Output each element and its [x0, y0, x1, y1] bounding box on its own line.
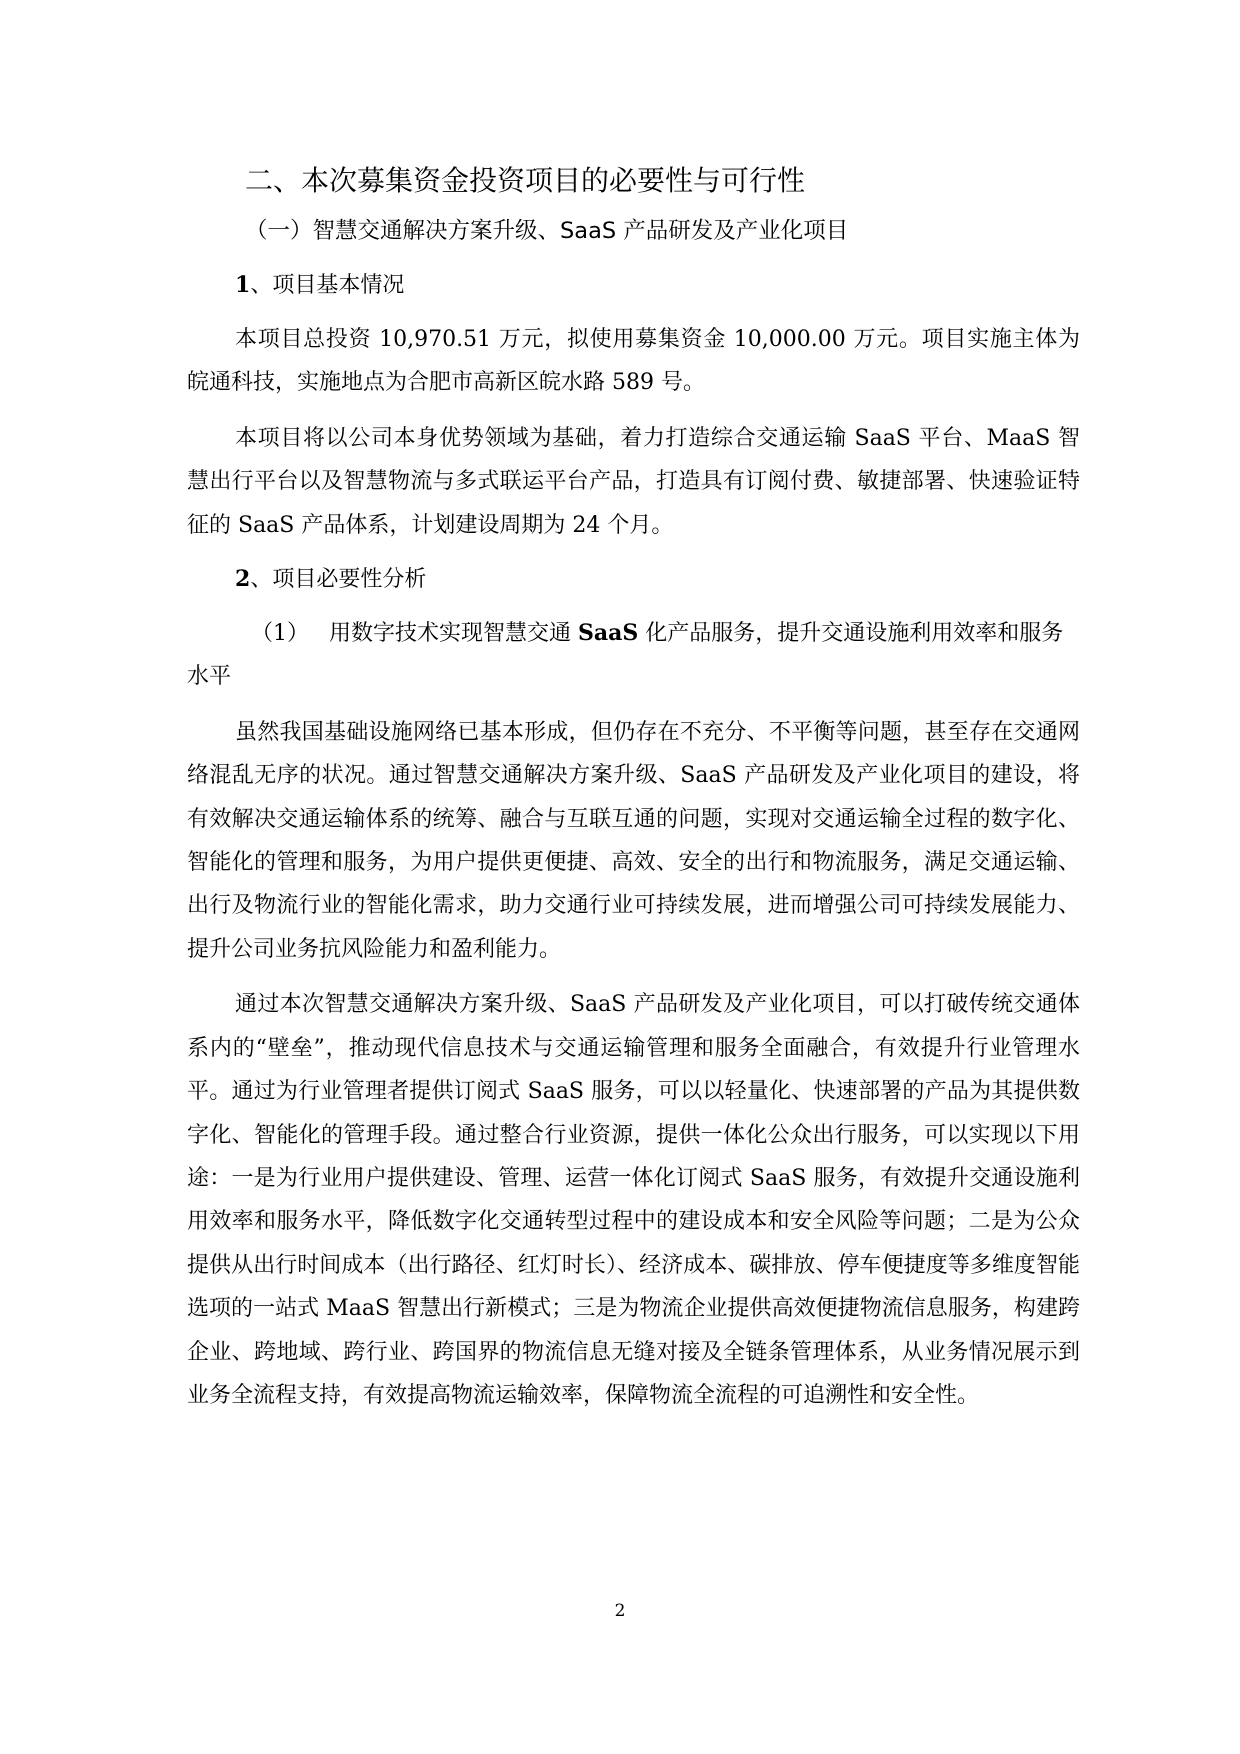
- paragraph-platforms: 本项目将以公司本身优势领域为基础，着力打造综合交通运输 SaaS 平台、MaaS 智慧出行平台以及智慧物流与多式联运平台产品，打造具有订阅付费、敏捷部署、快速验证特征的 SaaS 产品体系，计划建设周期为 24 个月。: [187, 425, 1080, 538]
- paragraph-infrastructure: 虽然我国基础设施网络已基本形成，但仍存在不充分、不平衡等问题，甚至存在交通网络混乱无序的状况。通过智慧交通解决方案升级、SaaS 产品研发及产业化项目的建设，将有效解决交通运输体系的统筹、融合与互联互通的问题，实现对交通运输全过程的数字化、智能化的管理和服务，为用户提供更便捷、高效、安全的出行和物流服务，满足交通运输、出行及物流行业的智能化需求，助力交通行业可持续发展，进而增强公司可持续发展能力、提升公司业务抗风险能力和盈利能力。: [187, 719, 1080, 962]
- document-body: [187, 157, 1080, 1429]
- item-heading-1: [235, 265, 1080, 306]
- paragraph-benefits: 通过本次智慧交通解决方案升级、SaaS 产品研发及产业化项目，可以打破传统交通体系内的“壁垒”，推动现代信息技术与交通运输管理和服务全面融合，有效提升行业管理水平。通过为行业管理者提供订阅式 SaaS 服务，可以以轻量化、快速部署的产品为其提供数字化、智能化的管理手段。通过整合行业资源，提供一体化公众出行服务，可以实现以下用途：一是为行业用户提供建设、管理、运营一体化订阅式 SaaS 服务，有效提升交通设施利用效率和服务水平，降低数字化交通转型过程中的建设成本和安全风险等问题；二是为公众提供从出行时间成本（出行路径、红灯时长）、经济成本、碳排放、停车便捷度等多维度智能选项的一站式 MaaS 智慧出行新模式；三是为物流企业提供高效便捷物流信息服务，构建跨企业、跨地域、跨行业、跨国界的物流信息无缝对接及全链条管理体系，从业务情况展示到业务全流程支持，有效提高物流运输效率，保障物流全流程的可追溯性和安全性。: [187, 992, 1080, 1408]
- page-number: 2: [614, 1601, 626, 1621]
- subitem-heading: [187, 612, 1080, 699]
- paragraph-investment: 本项目总投资 10,970.51 万元，拟使用募集资金 10,000.00 万元。项目实施主体为皖通科技，实施地点为合肥市高新区皖水路 589 号。: [187, 327, 1080, 396]
- subsection-heading: （一）智慧交通解决方案升级、SaaS 产品研发及产业化项目: [245, 218, 849, 244]
- item-number: 1: [235, 272, 251, 298]
- item-title: 、项目基本情况: [250, 273, 405, 298]
- subitem-bold-text: SaaS: [578, 620, 639, 647]
- subitem-text: 用数字技术实现智慧交通: [329, 621, 578, 647]
- subitem-text: 化产品服务，提升交通设施利用效率和服务水平: [187, 621, 1064, 690]
- item-heading-2: [235, 559, 1080, 600]
- item-title: 、项目必要性分析: [250, 567, 427, 593]
- item-number: 2: [235, 566, 251, 593]
- section-heading: 二、本次募集资金投资项目的必要性与可行性: [245, 164, 806, 197]
- subitem-label: （1）: [251, 621, 309, 647]
